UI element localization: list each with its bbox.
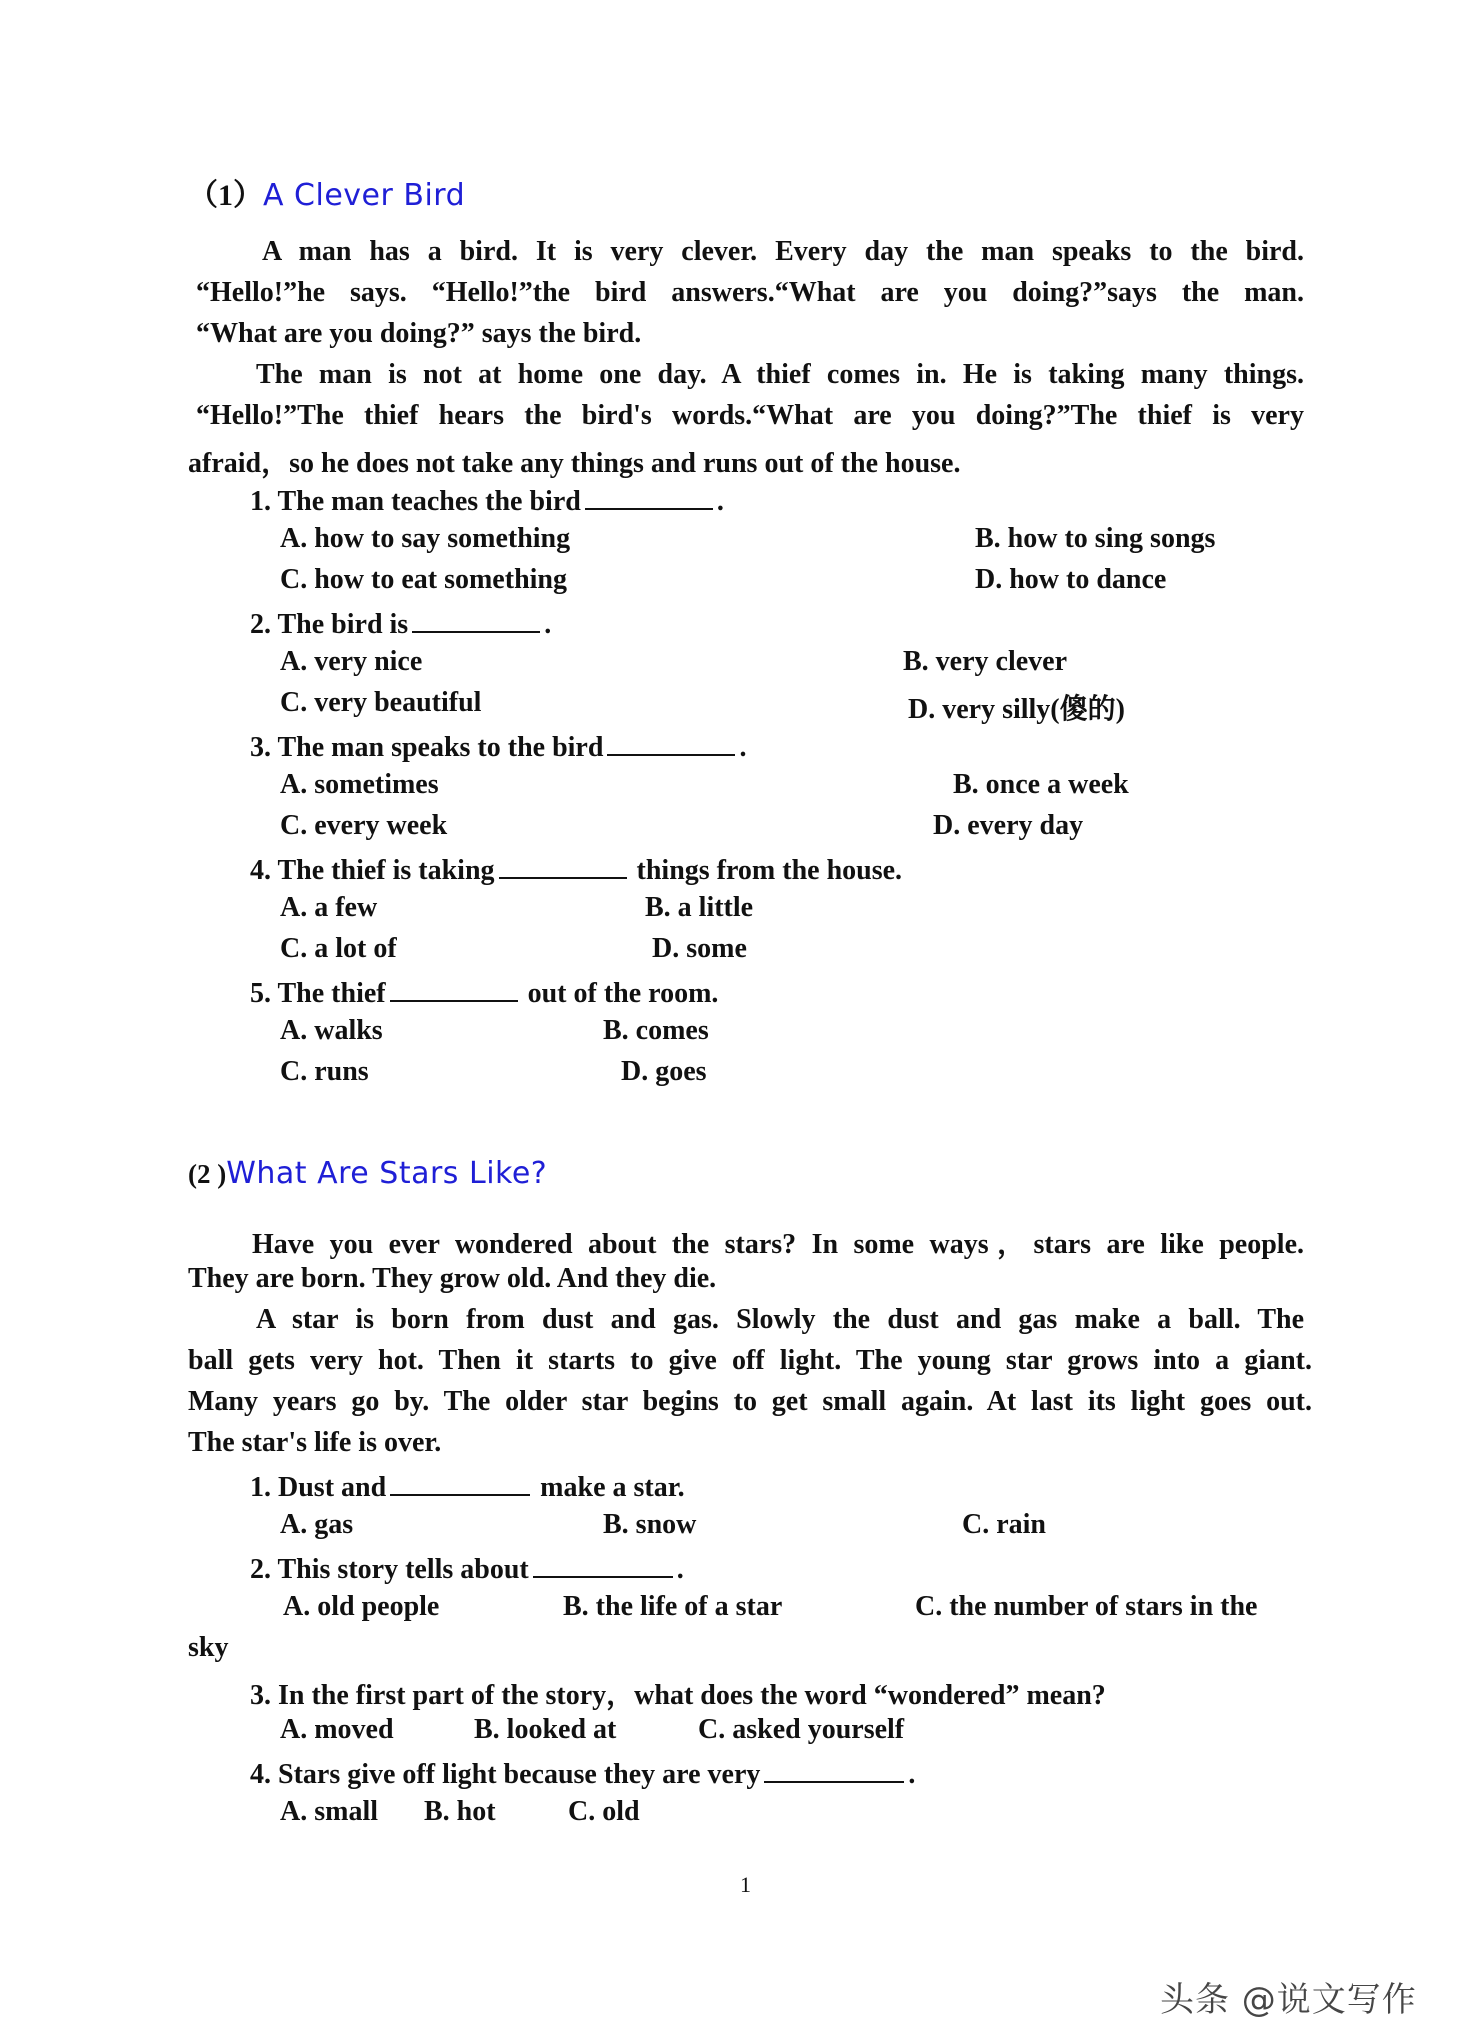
section1-title <box>188 170 465 214</box>
s1-q1-text: 1. The man teaches the bird <box>250 486 581 517</box>
s2-q4-option-a[interactable]: A. small <box>280 1796 378 1827</box>
s2-q2-text: 2. This story tells about <box>250 1554 529 1585</box>
s1-q2-option-d[interactable]: D. very silly(傻的) <box>908 694 1125 725</box>
s2-p2-line3: Many years go by. The older star begins to get small again. At last its light goes out. <box>188 1386 1312 1417</box>
s1-q5-stem <box>250 974 718 1010</box>
section1-title-text: A Clever Bird <box>263 178 466 213</box>
s1-q5-option-b[interactable]: B. comes <box>603 1015 709 1046</box>
s1-q5-option-d[interactable]: D. goes <box>621 1056 707 1087</box>
s2-q4-text: 4. Stars give off light because they are very <box>250 1759 761 1790</box>
s2-q3-stem: 3. In the first part of the story，what does the word “wondered” mean? <box>250 1680 1106 1711</box>
s1-q4-stem <box>250 851 902 887</box>
s2-p2-line2: ball gets very hot. Then it starts to give off light. The young star grows into a giant. <box>188 1345 1312 1376</box>
s1-q1-stem <box>250 482 724 518</box>
s1-p2-line3: afraid，so he does not take any things and runs out of the house. <box>188 448 961 479</box>
answer-blank[interactable] <box>764 1755 904 1783</box>
s1-q3-text: 3. The man speaks to the bird <box>250 732 604 763</box>
s1-q2-option-b[interactable]: B. very clever <box>903 646 1068 677</box>
s2-p1-line1: Have you ever wondered about the stars? In some ways，stars are like people. <box>252 1229 1304 1260</box>
s1-q2-text-after: . <box>544 609 552 640</box>
s2-q2-option-c[interactable]: C. the number of stars in the <box>915 1591 1258 1622</box>
s2-p2-line1: A star is born from dust and gas. Slowly the dust and gas make a ball. The <box>256 1304 1304 1335</box>
s1-p2-line1: The man is not at home one day. A thief comes in. He is taking many things. <box>256 359 1304 390</box>
section1-number: （1） <box>188 179 263 212</box>
s1-q2-text: 2. The bird is <box>250 609 409 640</box>
s1-q3-stem <box>250 728 746 764</box>
s2-q1-text-after: make a star. <box>540 1472 685 1503</box>
s2-q3-option-a[interactable]: A. moved <box>280 1714 394 1745</box>
s1-q4-option-d[interactable]: D. some <box>652 933 747 964</box>
answer-blank[interactable] <box>499 851 627 879</box>
s2-q3-option-c[interactable]: C. asked yourself <box>698 1714 905 1745</box>
s2-q2-text-after: . <box>676 1554 684 1585</box>
s1-q5-option-c[interactable]: C. runs <box>280 1056 369 1087</box>
s2-q1-option-b[interactable]: B. snow <box>603 1509 697 1540</box>
s1-q3-option-c[interactable]: C. every week <box>280 810 448 841</box>
answer-blank[interactable] <box>607 728 735 756</box>
s1-q4-text: 4. The thief is taking <box>250 855 495 886</box>
s2-p2-line4: The star's life is over. <box>188 1427 442 1458</box>
section2-number: (2 ) <box>188 1159 227 1189</box>
answer-blank[interactable] <box>533 1550 673 1578</box>
section2-title-text: What Are Stars Like? <box>226 1156 548 1191</box>
s1-q5-option-a[interactable]: A. walks <box>280 1015 383 1046</box>
s2-q1-stem <box>250 1468 685 1504</box>
s1-q5-text: 5. The thief <box>250 978 386 1009</box>
s2-q2-option-c-wrap: sky <box>188 1632 229 1663</box>
answer-blank[interactable] <box>390 1468 530 1496</box>
s1-q4-text-after: things from the house. <box>636 855 903 886</box>
s1-q4-option-a[interactable]: A. a few <box>280 892 378 923</box>
s2-q4-option-c[interactable]: C. old <box>568 1796 640 1827</box>
s1-q2-option-c[interactable]: C. very beautiful <box>280 687 482 718</box>
s2-q1-text: 1. Dust and <box>250 1472 387 1503</box>
section2-title <box>188 1156 547 1191</box>
s1-q1-option-b[interactable]: B. how to sing songs <box>975 523 1216 554</box>
s1-q5-text-after: out of the room. <box>527 978 719 1009</box>
s1-q1-option-c[interactable]: C. how to eat something <box>280 564 567 595</box>
s1-q3-option-b[interactable]: B. once a week <box>953 769 1129 800</box>
s2-q4-text-after: . <box>908 1759 916 1790</box>
s2-q4-option-b[interactable]: B. hot <box>424 1796 496 1827</box>
s2-q4-stem <box>250 1755 915 1791</box>
s1-q1-text-after: . <box>716 486 724 517</box>
page-number: 1 <box>740 1872 751 1897</box>
s2-p1-line2: They are born. They grow old. And they die. <box>188 1263 717 1294</box>
answer-blank[interactable] <box>585 482 713 510</box>
answer-blank[interactable] <box>412 605 540 633</box>
answer-blank[interactable] <box>390 974 518 1002</box>
s1-q3-option-a[interactable]: A. sometimes <box>280 769 439 800</box>
s1-q1-option-a[interactable]: A. how to say something <box>280 523 571 554</box>
s2-q2-option-b[interactable]: B. the life of a star <box>563 1591 783 1622</box>
s1-q2-stem <box>250 605 551 641</box>
s2-q2-stem <box>250 1550 684 1586</box>
s1-p1-line3: “What are you doing?” says the bird. <box>196 318 642 349</box>
s1-q4-option-c[interactable]: C. a lot of <box>280 933 397 964</box>
s2-q3-option-b[interactable]: B. looked at <box>474 1714 617 1745</box>
s1-q1-option-d[interactable]: D. how to dance <box>975 564 1167 595</box>
s1-q3-option-d[interactable]: D. every day <box>933 810 1084 841</box>
s1-q3-text-after: . <box>739 732 747 763</box>
watermark-text: 头条 @说文写作 <box>1160 1980 1417 2020</box>
s1-p2-line2: “Hello!”The thief hears the bird's words.“What are you doing?”The thief is very <box>196 400 1304 431</box>
s2-q1-option-c[interactable]: C. rain <box>962 1509 1046 1540</box>
s1-p1-line1: A man has a bird. It is very clever. Every day the man speaks to the bird. <box>262 236 1304 267</box>
s1-q2-option-a[interactable]: A. very nice <box>280 646 423 677</box>
s2-q2-option-a[interactable]: A. old people <box>283 1591 440 1622</box>
s1-q4-option-b[interactable]: B. a little <box>645 892 754 923</box>
s2-q1-option-a[interactable]: A. gas <box>280 1509 354 1540</box>
s1-p1-line2: “Hello!”he says. “Hello!”the bird answers.“What are you doing?”says the man. <box>196 277 1304 308</box>
